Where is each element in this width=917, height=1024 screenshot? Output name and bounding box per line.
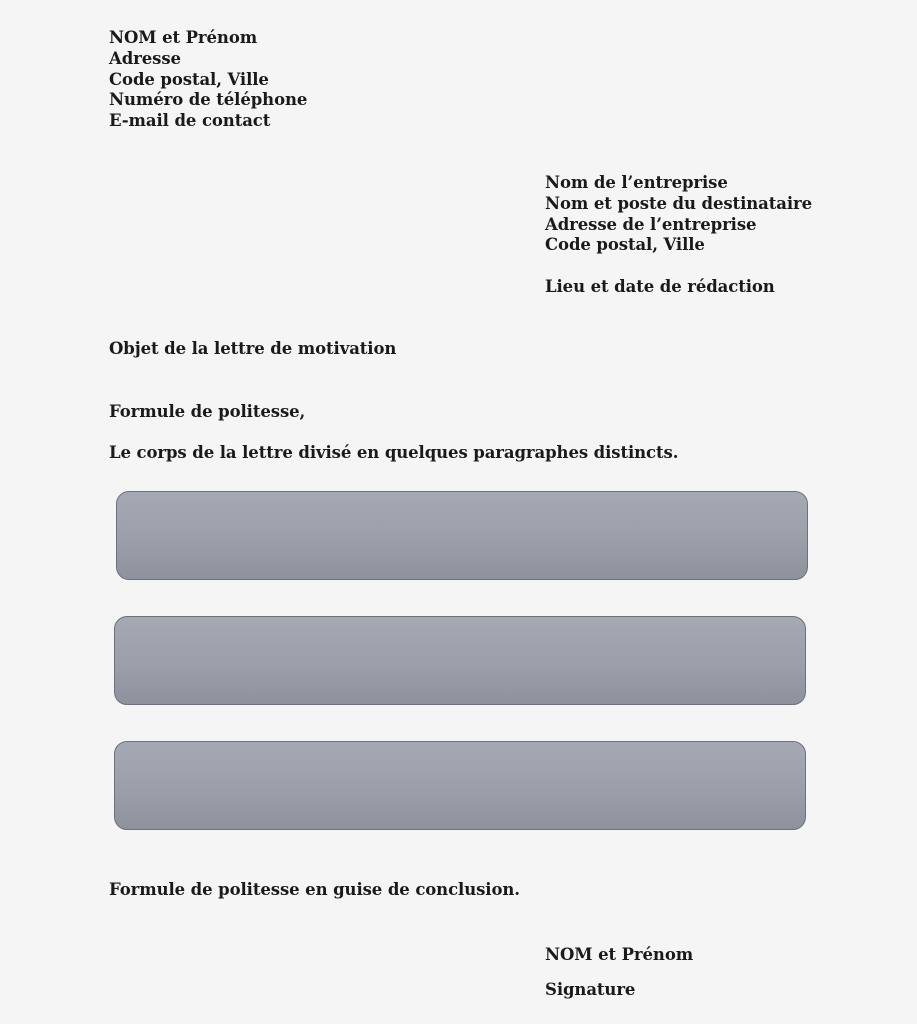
sender-name: NOM et Prénom: [109, 28, 258, 47]
recipient-name-position: Nom et poste du destinataire: [545, 193, 813, 213]
recipient-postal-city: Code postal, Ville: [545, 235, 705, 255]
sender-phone: Numéro de téléphone: [109, 90, 308, 110]
closing-formula: Formule de politesse en guise de conclusion.: [109, 880, 520, 899]
signature-name: NOM et Prénom: [545, 945, 694, 964]
sender-block: [109, 28, 307, 132]
letter-subject: Objet de la lettre de motivation: [109, 339, 397, 358]
sender-address: Adresse: [109, 48, 181, 68]
sender-postal-city: Code postal, Ville: [109, 69, 269, 89]
body-paragraph-placeholder-3: [114, 741, 806, 830]
place-date: Lieu et date de rédaction: [545, 277, 775, 296]
body-paragraph-placeholder-1: [116, 491, 808, 580]
body-paragraph-placeholder-2: [114, 616, 806, 705]
recipient-block: [545, 173, 812, 256]
salutation: Formule de politesse,: [109, 402, 306, 421]
recipient-company-address: Adresse de l’entreprise: [545, 214, 757, 234]
sender-email: E-mail de contact: [109, 111, 271, 131]
recipient-company-name: Nom de l’entreprise: [545, 173, 728, 192]
body-intro: Le corps de la lettre divisé en quelques paragraphes distincts.: [109, 443, 679, 462]
signature: Signature: [545, 980, 636, 999]
